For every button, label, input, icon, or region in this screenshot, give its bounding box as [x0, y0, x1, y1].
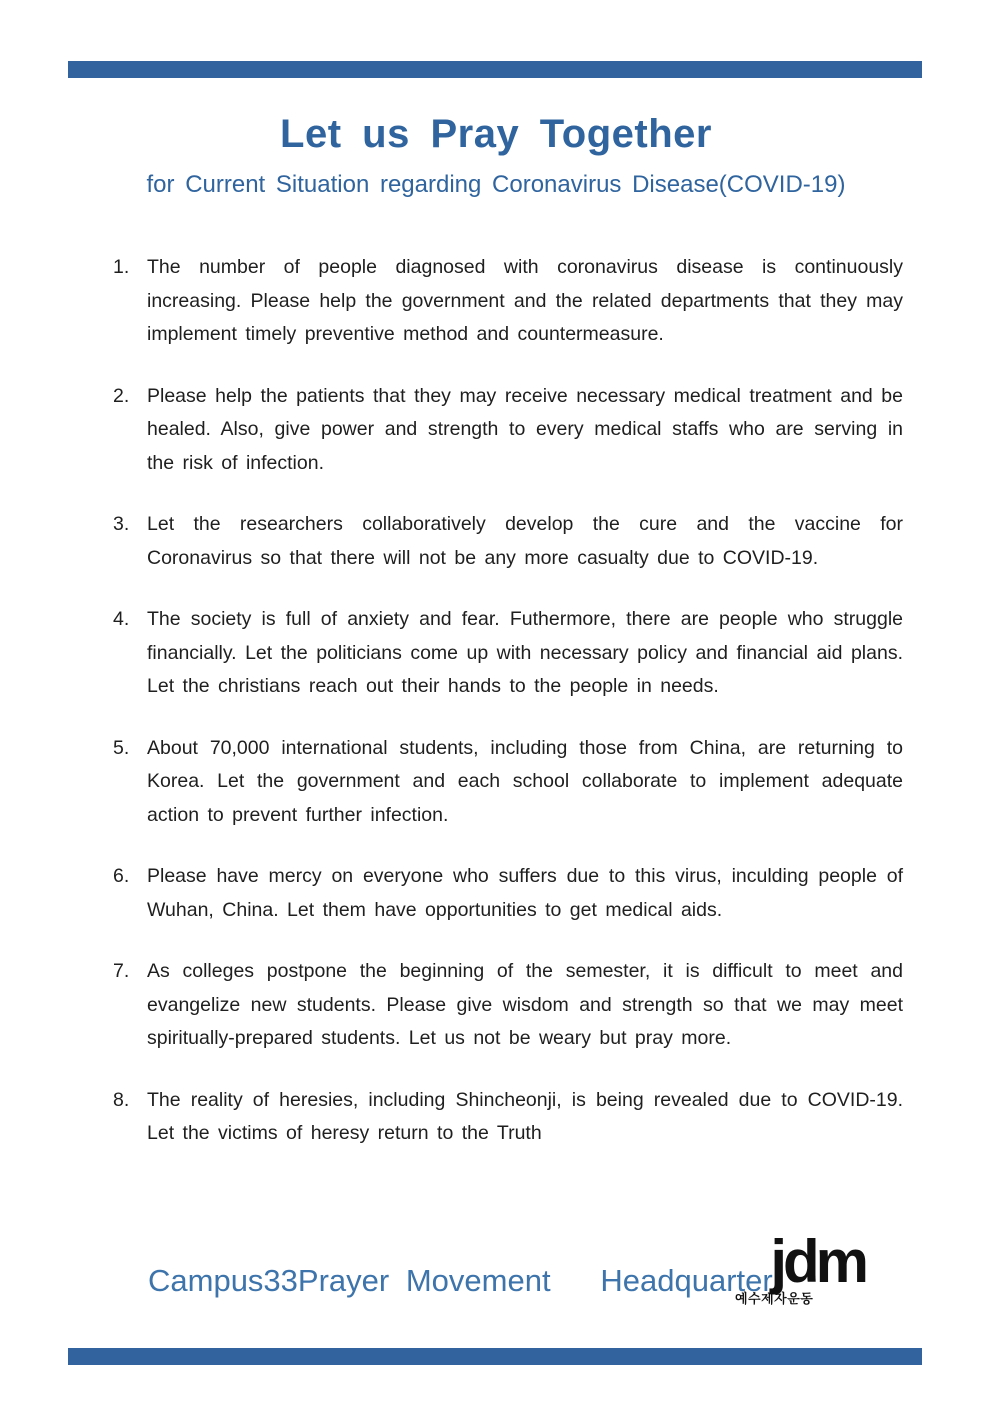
- jdm-logo-text: jdm: [770, 1228, 865, 1295]
- item-number: 7.: [113, 960, 130, 982]
- item-number: 2.: [113, 384, 130, 407]
- item-text: About 70,000 international students, including those from China, are returning to Korea. Let the government and each school collaborate to implement adequate action to prevent further infection.: [147, 736, 903, 826]
- item-text: As colleges postpone the beginning of the semester, it is difficult to meet and evangelize new students. Please give wisdom and strength so that we may meet spiritually-prepared students. Let us not be weary but pray more.: [147, 960, 903, 1049]
- jdm-logo: [735, 1228, 865, 1313]
- item-number: 1.: [113, 256, 130, 278]
- prayer-item-5: [113, 732, 903, 833]
- footer-organization: Campus33Prayer Movement Headquarter: [148, 1263, 773, 1298]
- page-title: Let us Pray Together: [280, 112, 712, 156]
- item-text: Please have mercy on everyone who suffers due to this virus, inculding people of Wuhan, China. Let them have opportunities to get medical aids.: [147, 865, 903, 921]
- item-text: The society is full of anxiety and fear. Futhermore, there are people who struggle financially. Let the politicians come up with necessary policy and financial aid plans. Let the christians reach out their hands to the people in needs.: [147, 608, 903, 697]
- prayer-item-7: [113, 955, 903, 1056]
- jdm-logo-korean-subtext: 예수제자운동: [735, 1291, 814, 1306]
- item-text: Let the researchers collaboratively develop the cure and the vaccine for Coronavirus so that there will not be any more casualty due to COVID-19.: [147, 513, 903, 569]
- item-text: The number of people diagnosed with coronavirus disease is continuously increasing. Please help the government and the related departments that they may implement timely preventive method and countermeasure.: [147, 256, 903, 345]
- prayer-item-2: [113, 380, 903, 481]
- prayer-item-8: [113, 1084, 903, 1151]
- item-number: 6.: [113, 865, 130, 887]
- bottom-divider-bar: [68, 1348, 922, 1365]
- item-number: 5.: [113, 736, 130, 759]
- prayer-item-3: [113, 508, 903, 575]
- prayer-item-6: [113, 860, 903, 927]
- prayer-item-4: [113, 603, 903, 704]
- prayer-item-1: [113, 251, 903, 352]
- item-text: Please help the patients that they may receive necessary medical treatment and be healed. Also, give power and strength to every medical staffs who are serving in the risk of infection.: [147, 384, 903, 474]
- page-subtitle: for Current Situation regarding Coronavirus Disease(COVID-19): [146, 171, 846, 198]
- item-number: 8.: [113, 1088, 130, 1111]
- item-number: 4.: [113, 608, 130, 630]
- item-number: 3.: [113, 513, 130, 535]
- top-divider-bar: [68, 61, 922, 78]
- item-text: The reality of heresies, including Shincheonji, is being revealed due to COVID-19. Let the victims of heresy return to the Truth: [147, 1088, 903, 1144]
- prayer-list: [113, 251, 903, 1179]
